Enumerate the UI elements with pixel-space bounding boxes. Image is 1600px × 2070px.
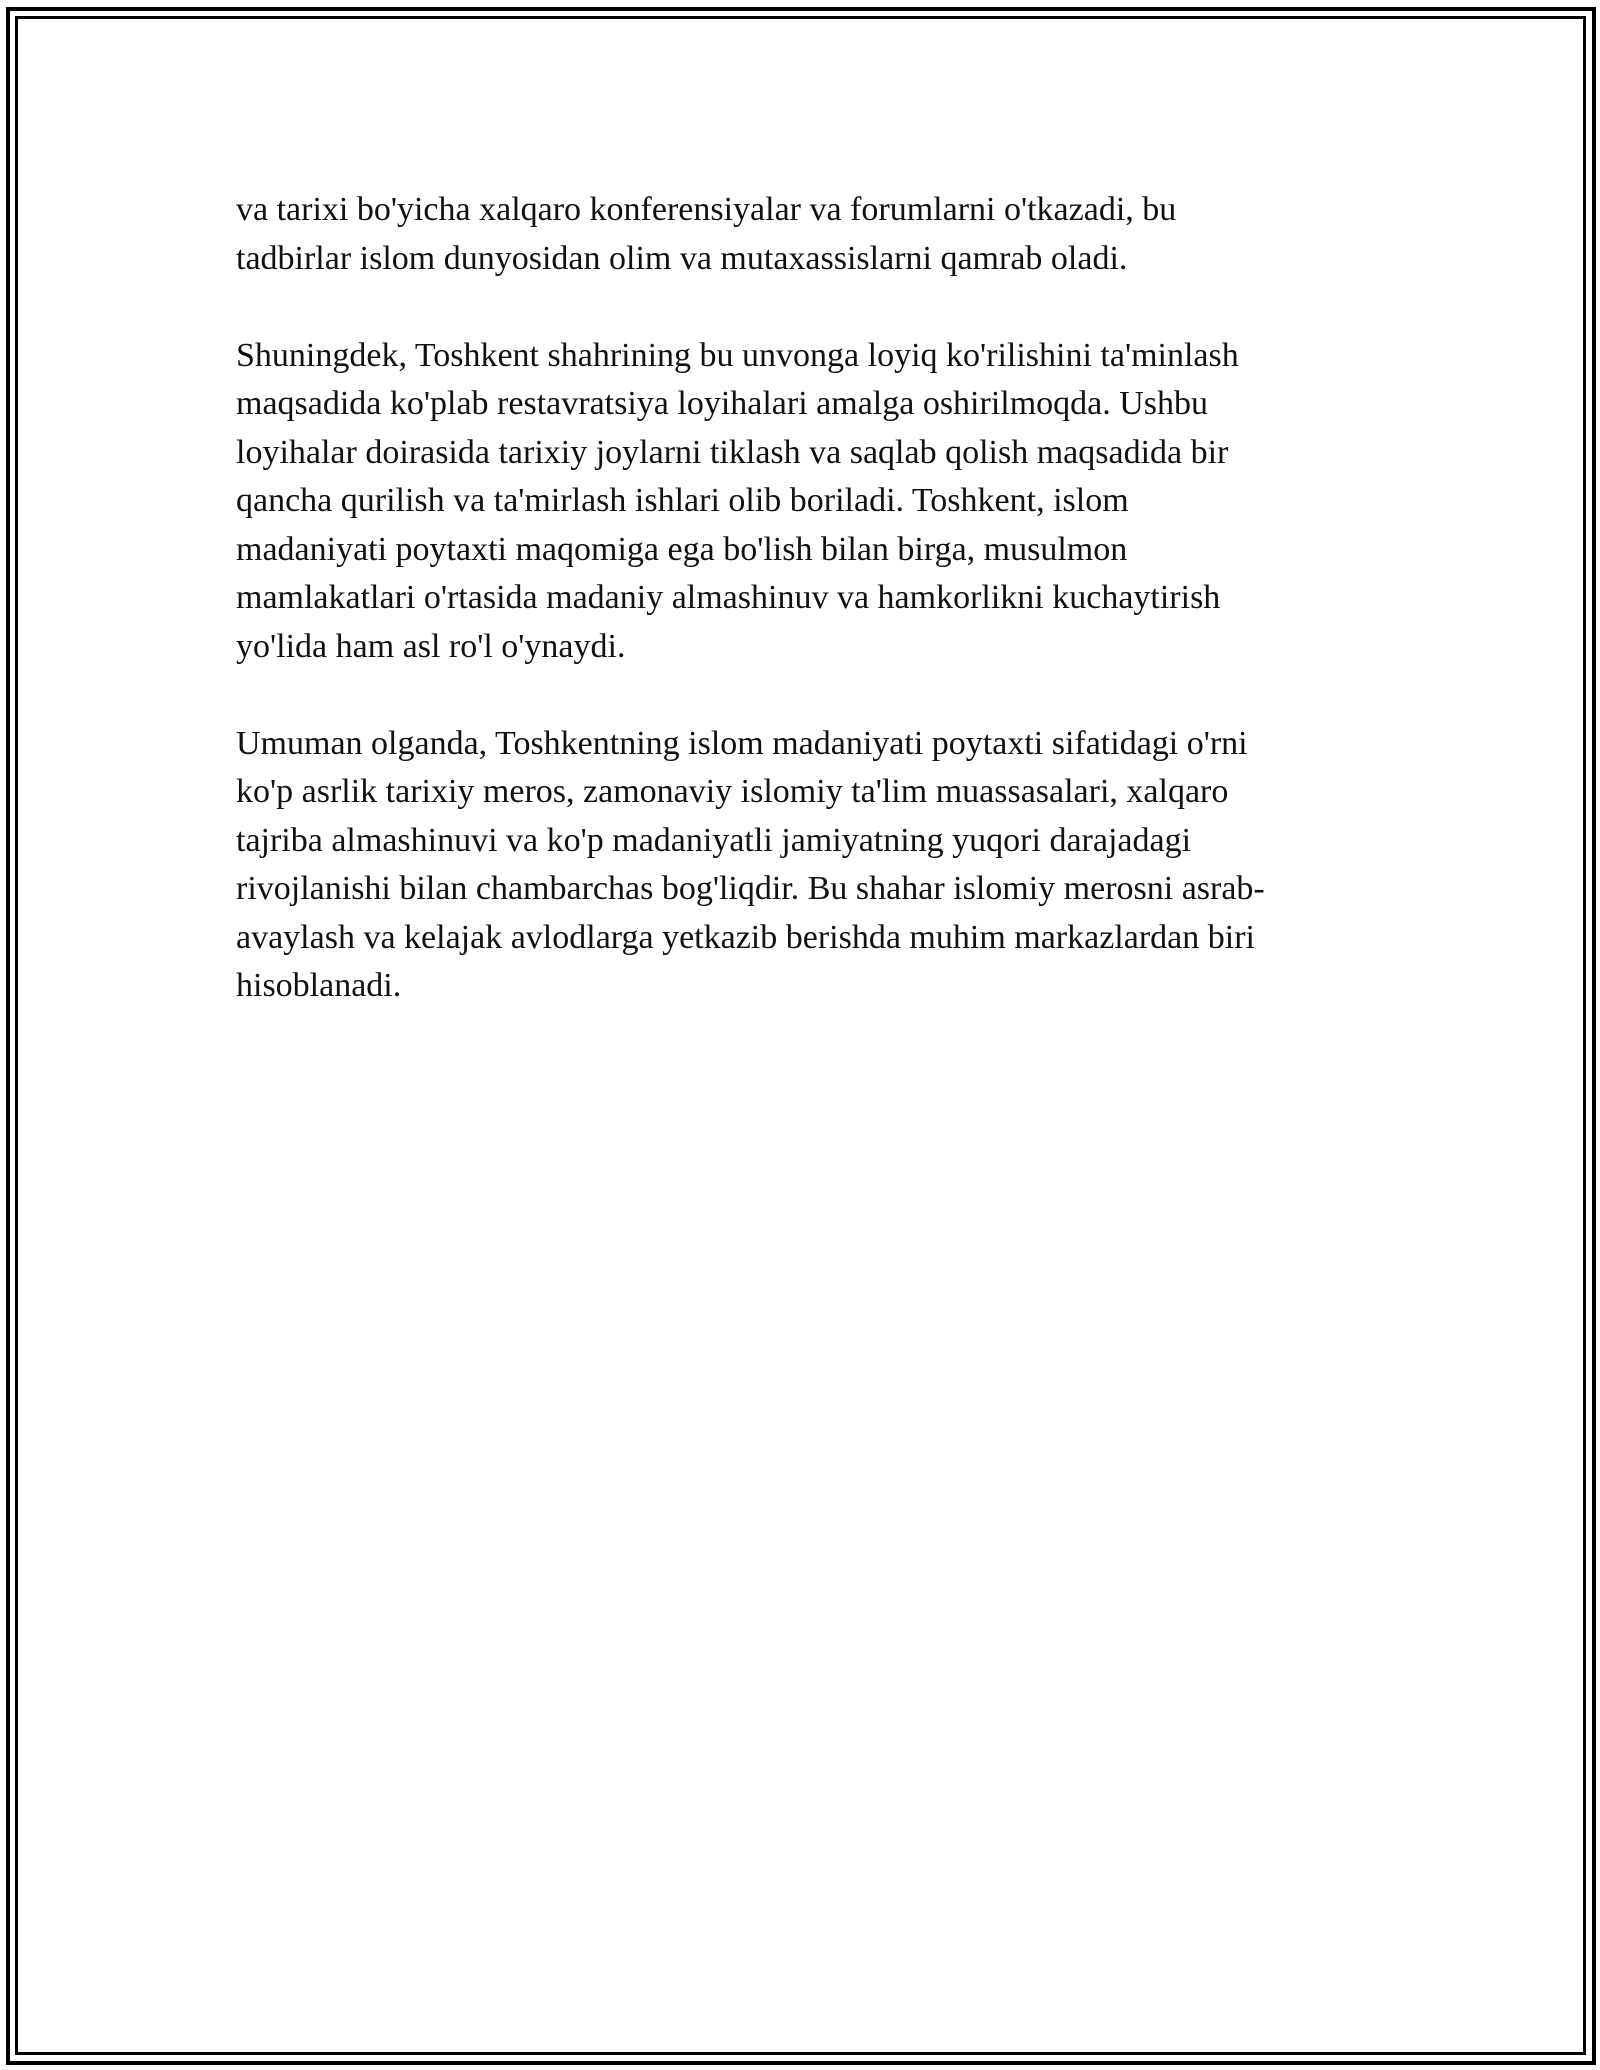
text-line: madaniyati poytaxti maqomiga ega bo'lish bilan birga, musulmon (236, 530, 1128, 568)
text-line: rivojlanishi bilan chambarchas bog'liqdir. Bu shahar islomiy merosni asrab- (236, 870, 1265, 907)
text-line: loyihalar doirasida tarixiy joylarni tiklash va saqlab qolish maqsadida bir (236, 433, 1229, 471)
text-line: mamlakatlari o'rtasida madaniy almashinuv va hamkorlikni kuchaytirish (236, 579, 1221, 616)
text-line: qancha qurilish va ta'mirlash ishlari olib boriladi. Toshkent, islom (236, 482, 1129, 519)
paragraph-3 (236, 720, 1356, 1011)
text-line: avaylash va kelajak avlodlarga yetkazib berishda muhim markazlardan biri (236, 918, 1255, 956)
text-line: Shuningdek, Toshkent shahrining bu unvonga loyiq ko'rilishini ta'minlash (236, 336, 1239, 374)
text-line: hisoblanadi. (236, 967, 402, 1004)
text-line: yo'lida ham asl ro'l o'ynaydi. (236, 627, 626, 665)
text-line: maqsadida ko'plab restavratsiya loyihalari amalga oshirilmoqda. Ushbu (236, 385, 1209, 422)
paragraph-1 (236, 186, 1356, 283)
document-body (236, 186, 1356, 1059)
text-line: Umuman olganda, Toshkentning islom madaniyati poytaxti sifatidagi o'rni (236, 724, 1248, 762)
text-line: tadbirlar islom dunyosidan olim va mutaxassislarni qamrab oladi. (236, 239, 1128, 277)
text-line: ko'p asrlik tarixiy meros, zamonaviy islomiy ta'lim muassasalari, xalqaro (236, 773, 1229, 810)
text-line: va tarixi bo'yicha xalqaro konferensiyalar va forumlarni o'tkazadi, bu (236, 191, 1177, 228)
text-line: tajriba almashinuvi va ko'p madaniyatli jamiyatning yuqori darajadagi (236, 821, 1192, 859)
paragraph-2 (236, 332, 1356, 672)
